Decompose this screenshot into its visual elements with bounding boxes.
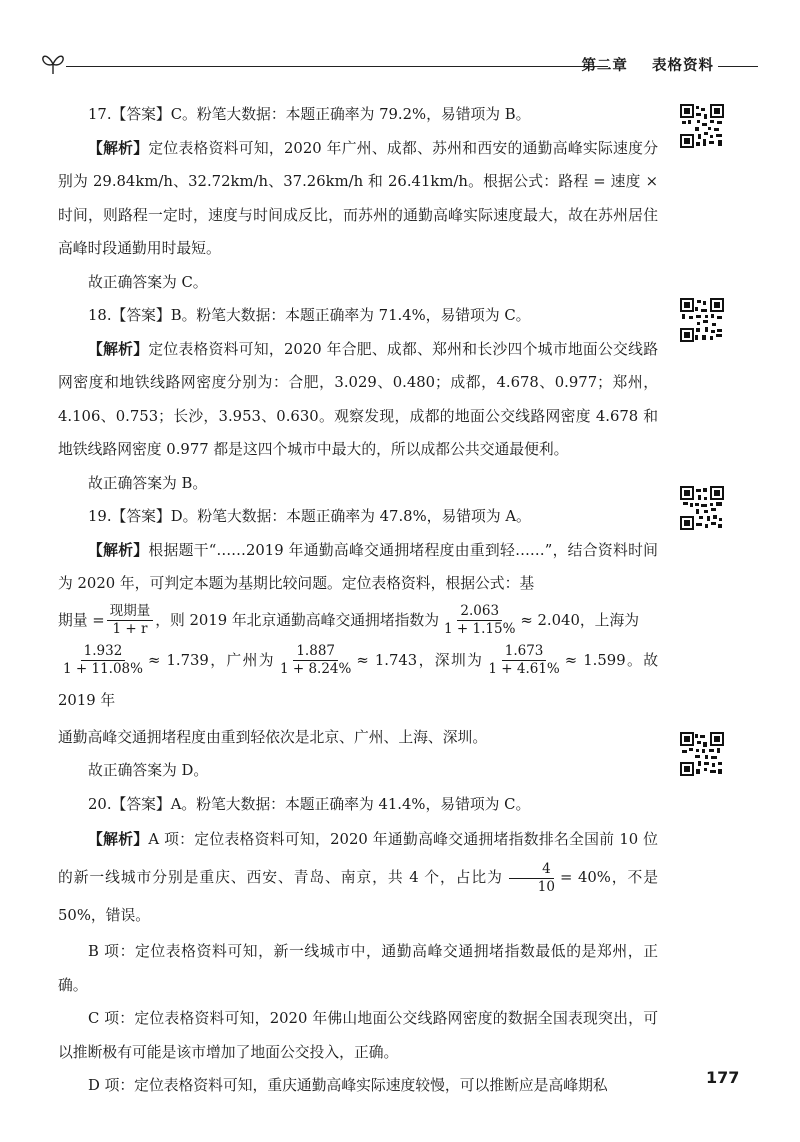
q20-answer-line: 20.【答案】A。粉笔大数据：本题正确率为 41.4%，易错项为 C。 xyxy=(88,795,531,813)
q19-answer-line: 19.【答案】D。粉笔大数据：本题正确率为 47.8%，易错项为 A。 xyxy=(88,508,531,525)
header-rule xyxy=(66,66,608,67)
fraction-numerator: 4 xyxy=(509,861,554,879)
q20-analysis-a xyxy=(58,821,658,935)
formula-text: ≈ 1.743，深圳为 xyxy=(356,651,484,669)
q17-answer-line: 17.【答案】C。粉笔大数据：本题正确率为 79.2%，易错项为 B。 xyxy=(88,106,531,123)
qr-code-icon xyxy=(680,298,724,342)
fraction-shanghai xyxy=(60,643,146,678)
formula-text: ，则 2019 年北京通勤高峰交通拥堵指数为 xyxy=(155,611,440,629)
q18-analysis xyxy=(58,333,658,467)
header-rule-right xyxy=(718,66,758,67)
formula-lead: 期量 = xyxy=(58,611,105,629)
qr-code-icon xyxy=(680,732,724,776)
formula-text: ≈ 1.599。故 2019 年 xyxy=(58,651,658,709)
leaf-logo-icon xyxy=(38,46,68,76)
fraction-beijing xyxy=(441,603,518,638)
q20-option-d: D 项：定位表格资料可知，重庆通勤高峰实际速度较慢，可以推断应是高峰期私 xyxy=(88,1077,608,1094)
header-title xyxy=(563,54,714,75)
section-label: 表格资料 xyxy=(652,58,714,74)
q19-conclusion: 故正确答案为 D。 xyxy=(88,762,209,779)
q19-formula-line-2 xyxy=(58,641,658,721)
q19-analysis-text: 根据题干“……2019 年通勤高峰交通拥堵程度由重到轻……”，结合资料时间为 2020 年，可判定本题为基期比较问题。定位表格资料，根据公式：基 xyxy=(58,541,658,592)
page-number: 177 xyxy=(706,1068,740,1087)
fraction-denominator: 1 + r xyxy=(112,621,148,637)
main-content xyxy=(58,98,658,1103)
qr-code-icon xyxy=(680,104,724,148)
fraction-shenzhen xyxy=(485,643,562,678)
fraction-numerator: 2.063 xyxy=(457,603,502,621)
q18-analysis-text: 定位表格资料可知，2020 年合肥、成都、郑州和长沙四个城市地面公交线路网密度和地铁线路网密度分别为：合肥，3.029、0.480；成都，4.678、0.977；郑州，4.106、0.753；长沙，3.953、0.630。观察发现，成都的地面公交线路网密度 4.678 和地铁线路网密度 0.977 都是这四个城市中最大的，所以成都公共交通最便利。 xyxy=(58,340,658,458)
fraction-numerator: 1.887 xyxy=(293,643,338,661)
analysis-tag: 【解析】 xyxy=(88,139,149,157)
fraction-denominator: 1 + 11.08% xyxy=(63,661,143,677)
q20-option-a-result: = 40%，不是 50%，错误。 xyxy=(58,869,658,924)
q17-analysis xyxy=(58,132,658,266)
analysis-tag: 【解析】 xyxy=(88,831,149,848)
q17-analysis-text: 定位表格资料可知，2020 年广州、成都、苏州和西安的通勤高峰实际速度分别为 29.84km/h、32.72km/h、37.26km/h 和 26.41km/h。根据公式：路程 = 速度 × 时间，则路程一定时，速度与时间成反比，而苏州的通勤高峰实际速度最大，故在苏州居住高峰时段通勤用时最短。 xyxy=(58,139,658,257)
fraction-denominator: 10 xyxy=(537,878,555,895)
q19-analysis xyxy=(58,534,658,601)
analysis-tag: 【解析】 xyxy=(88,340,149,358)
fraction-denominator: 1 + 8.24% xyxy=(279,661,352,677)
chapter-label: 第二章 xyxy=(581,58,628,74)
fraction-denominator: 1 + 4.61% xyxy=(488,661,560,677)
fraction-base-formula xyxy=(107,603,154,638)
q18-answer-line: 18.【答案】B。粉笔大数据：本题正确率为 71.4%，易错项为 C。 xyxy=(88,307,531,324)
q18-conclusion: 故正确答案为 B。 xyxy=(88,474,208,492)
analysis-tag: 【解析】 xyxy=(88,541,149,559)
q17-conclusion: 故正确答案为 C。 xyxy=(88,273,208,291)
q19-formula-line-1 xyxy=(58,601,658,641)
fraction-numerator: 现期量 xyxy=(107,603,154,621)
fraction-ratio xyxy=(505,861,558,896)
q20-option-b: B 项：定位表格资料可知，新一线城市中，通勤高峰交通拥堵指数最低的是郑州，正确。 xyxy=(58,943,658,994)
q19-tail: 通勤高峰交通拥堵程度由重到轻依次是北京、广州、上海、深圳。 xyxy=(58,728,488,746)
fraction-numerator: 1.932 xyxy=(81,643,126,661)
page-header xyxy=(38,44,758,84)
fraction-denominator: 1 + 1.15% xyxy=(444,621,516,637)
q20-option-a-text: A 项：定位表格资料可知，2020 年通勤高峰交通拥堵指数排名全国前 10 位的新一线城市分别是重庆、西安、青岛、南京，共 4 个，占比为 xyxy=(58,831,658,886)
formula-text: ≈ 1.739，广州为 xyxy=(147,651,275,669)
qr-code-icon xyxy=(680,486,724,530)
q20-option-c: C 项：定位表格资料可知，2020 年佛山地面公交线路网密度的数据全国表现突出，可以推断极有可能是该市增加了地面公交投入，正确。 xyxy=(58,1010,658,1061)
fraction-guangzhou xyxy=(277,643,354,678)
fraction-numerator: 1.673 xyxy=(502,643,547,661)
formula-text: ≈ 2.040，上海为 xyxy=(520,611,640,629)
